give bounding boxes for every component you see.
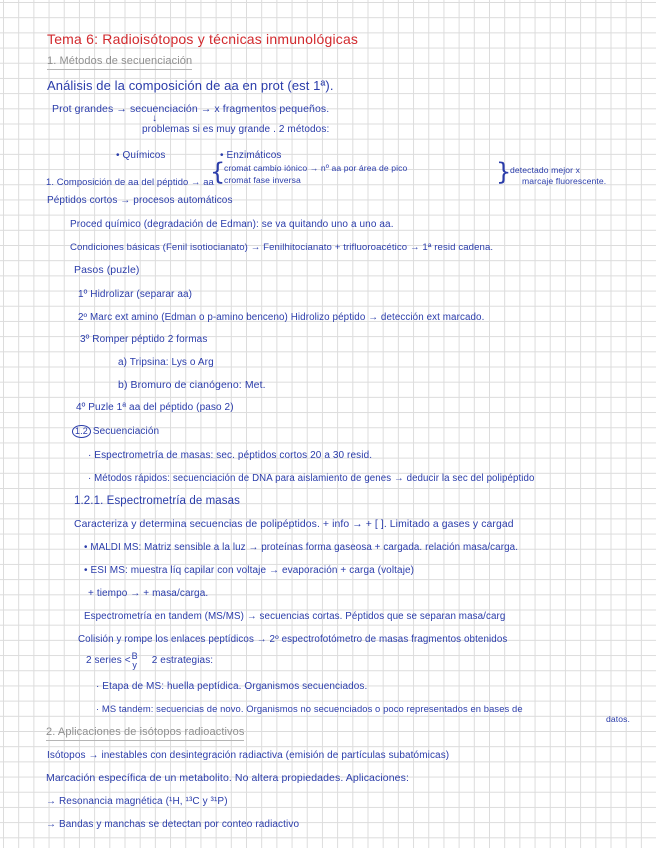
note-series (86, 652, 213, 669)
note-marcaje: marcaje fluorescente. (522, 176, 607, 186)
list-item-quimicos: • Químicos (116, 150, 166, 161)
brace-open: { (210, 158, 226, 186)
note-maldi: • MALDI MS: Matriz sensible a la luz → proteínas forma gaseosa + cargada. relación masa/carga. (84, 542, 519, 553)
note-metodos-rapidos: · Métodos rápidos: secuenciación de DNA para aislamiento de genes → deducir la sec del polipéptido (88, 473, 535, 484)
note-marcacion: Marcación específica de un metabolito. No altera propiedades. Aplicaciones: (46, 772, 409, 784)
note-tandem: Espectrometría en tandem (MS/MS) → secuencias cortas. Péptidos que se separan masa/carg (84, 611, 506, 622)
subsection-secuenciacion (72, 425, 159, 438)
note-condiciones: Condiciones básicas (Fenil isotiocianato) → Fenilhitocianato + trifluoroacético → 1ª resid cadena. (70, 242, 494, 253)
arrow-down-icon: ↓ (152, 113, 158, 124)
note-prot-grandes: Prot grandes → secuenciación → x fragmentos pequeños. (52, 103, 330, 115)
step-4: 4º Puzle 1ª aa del péptido (paso 2) (76, 402, 234, 413)
list-item-resonancia: → Resonancia magnética (¹H, ¹³C y ³¹P) (46, 796, 228, 807)
note-ms-tandem-cont: datos. (606, 714, 631, 724)
series-y: y (132, 659, 137, 670)
note-pasos: Pasos (puzle) (74, 264, 140, 276)
series-stack (132, 652, 138, 669)
note-detectado: detectado mejor x (510, 165, 581, 175)
subsection-heading-espectrometria: 1.2.1. Espectrometría de masas (74, 495, 240, 507)
brace-close: } (496, 158, 512, 186)
note-ms-tandem: · MS tandem: secuencias de novo. Organismos no secuenciados o poco representados en bases de (96, 703, 523, 714)
note-esi: • ESI MS: muestra líq capilar con voltaje → evaporación + carga (voltaje) (84, 565, 415, 576)
note-edman: Proced químico (degradación de Edman): se va quitando uno a uno aa. (70, 219, 394, 230)
series-b: B (131, 651, 138, 661)
note-problemas: problemas si es muy grande . 2 métodos: (142, 124, 330, 135)
step-2: 2º Marc ext amino (Edman o p-amino benceno) Hidrolizo péptido → detección ext marcado. (78, 312, 485, 323)
note-caracteriza: Caracteriza y determina secuencias de polipéptidos. + info → + [ ]. Limitado a gases y cargad (74, 519, 514, 530)
note-tiempo: + tiempo → + masa/carga. (88, 588, 209, 599)
note-cromat-fase: cromat fase inversa (224, 175, 301, 185)
step-3: 3º Romper péptido 2 formas (80, 334, 208, 345)
note-peptidos-cortos: Péptidos cortos → procesos automáticos (47, 195, 233, 206)
subsection-label: Secuenciación (92, 426, 160, 437)
step-1: 1º Hidrolizar (separar aa) (78, 289, 193, 300)
step-3a: a) Tripsina: Lys o Arg (118, 357, 214, 368)
estrategias-label: 2 estrategias: (151, 655, 214, 667)
page-title: Tema 6: Radioisótopos y técnicas inmunológicas (47, 31, 359, 47)
series-label: 2 series < (86, 655, 131, 667)
note-composicion: 1. Composición de aa del péptido → aa (46, 176, 214, 187)
note-cromat-ionico: cromat cambio iónico → nº aa por área de pico (224, 163, 408, 173)
note-espectrometria: · Espectrometría de masas: sec. péptidos cortos 20 a 30 resid. (88, 450, 373, 461)
note-analisis: Análisis de la composición de aa en prot (est 1ª). (47, 78, 334, 93)
section-heading-aplicaciones: 2. Aplicaciones de isótopos radioactivos (46, 726, 244, 741)
list-item-bandas: → Bandas y manchas se detectan por conteo radiactivo (46, 819, 300, 830)
note-colision: Colisión y rompe los enlaces peptídicos → 2º espectrofotómetro de masas fragmentos obtenidos (78, 634, 508, 645)
list-item-enzimaticos: • Enzimáticos (220, 150, 282, 161)
section-heading-metodos: 1. Métodos de secuenciación (47, 55, 192, 70)
step-3b: b) Bromuro de cianógeno: Met. (118, 379, 266, 391)
note-etapa-ms: · Etapa de MS: huella peptídica. Organismos secuenciados. (96, 681, 368, 692)
section-number-circle: 1.2 (72, 425, 91, 438)
note-isotopos: Isótopos → inestables con desintegración radiactiva (emisión de partículas subatómicas) (47, 750, 450, 761)
